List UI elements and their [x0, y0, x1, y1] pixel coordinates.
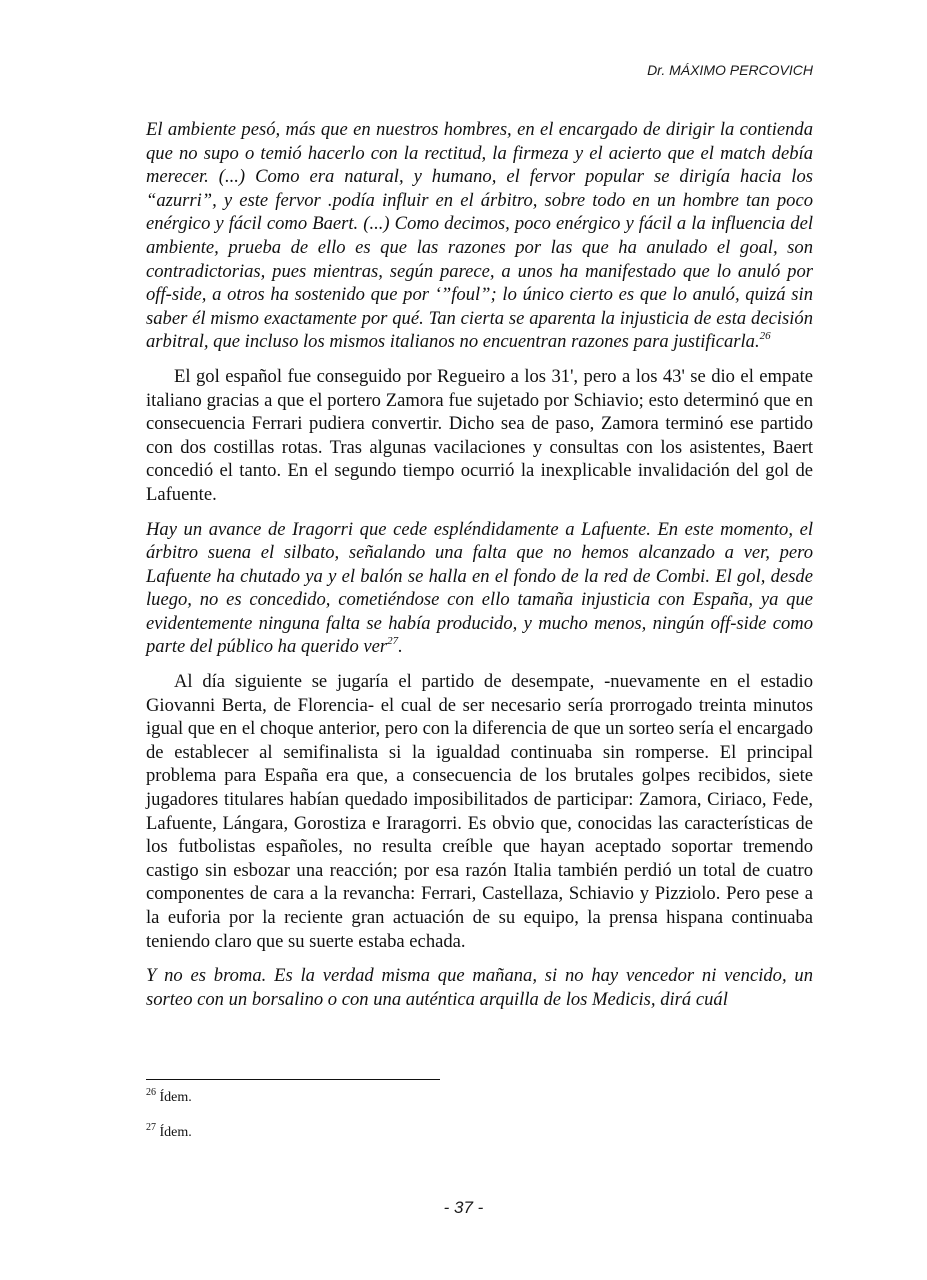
footnote-ref: 26	[759, 330, 771, 343]
footnote-number: 27	[146, 1122, 156, 1133]
paragraph-text: El gol español fue conseguido por Regueiro a los 31', pero a los 43' se dio el empate italiano gracias a que el portero Zamora fue sujetado por Schiavio; esto determinó que en consecuencia Ferrari pudiera convertir. Dicho sea de paso, Zamora terminó ese partido con dos costillas rotas. Tras algunas vacilaciones y consultas con los asistentes, Baert concedió el tanto. En el segundo tiempo ocurrió la inexplicable invalidación del gol de Lafuente.	[146, 365, 813, 505]
quote-text: Y no es broma. Es la verdad misma que mañana, si no hay vencedor ni vencido, un sorteo con un borsalino o con una auténtica arquilla de los Medicis, dirá cuál	[146, 965, 813, 1010]
running-header-author: Dr. MÁXIMO PERCOVICH	[647, 62, 813, 78]
footnote-ref: 27	[387, 635, 399, 648]
page-number: - 37 -	[443, 1198, 484, 1217]
block-quote	[146, 118, 813, 354]
quote-text: El ambiente pesó, más que en nuestros hombres, en el encargado de dirigir la contienda que no supo o temió hacerlo con la rectitud, la firmeza y el acierto que el match debía merecer. (...) Como era natural, y humano, el fervor popular se dirigía hacia los “azurri”, y este fervor .podía influir en el árbitro, sobre todo en un hombre tan poco enérgico y fácil como Baert. (...) Como decimos, poco enérgico y fácil a la influencia del ambiente, prueba de ello es que las razones por las que ha anulado el goal, son contradictorias, pues mientras, según parece, a unos ha manifestado que lo anuló por off-side, a otros ha sostenido que por ‘”foul”; lo único cierto es que lo anuló, quizá sin saber él mismo exactamente por qué. Tan cierta se aparenta la injusticia de esta decisión arbitral, que incluso los mismos italianos no encuentran razones para justificarla.	[146, 119, 813, 353]
footnotes	[146, 1087, 192, 1160]
footnote-text: Ídem.	[159, 1090, 192, 1105]
body-paragraph	[146, 365, 813, 507]
paragraph-text: Al día siguiente se jugaría el partido de desempate, -nuevamente en el estadio Giovanni Berta, de Florencia- el cual de ser necesario sería prorrogado treinta minutos igual que en el choque anterior, pero con la diferencia de que un sorteo sería el encargado de establecer al semifinalista si la igualdad continuaba sin romperse. El principal problema para España era que, a consecuencia de los brutales golpes recibidos, siete jugadores titulares habían quedado imposibilitados de participar: Zamora, Ciriaco, Fede, Lafuente, Lángara, Gorostiza e Iraragorri. Es obvio que, conocidas las características de los futbolistas españoles, no resulta creíble que hayan aceptado soportar tremendo castigo sin esbozar una reacción; por esa razón Italia también perdió un total de cuatro componentes de cara a la revancha: Ferrari, Castellaza, Schiavio y Pizziolo. Pero pese a la euforia por la reciente gran actuación de su equipo, la prensa hispana continuaba teniendo claro que su suerte estaba echada.	[146, 671, 813, 952]
footnote-number: 26	[146, 1087, 156, 1098]
quote-text: Hay un avance de Iragorri que cede espléndidamente a Lafuente. En este momento, el árbitro suena el silbato, señalando una falta que no hemos alcanzado a ver, pero Lafuente ha chutado ya y el balón se halla en el fondo de la red de Combi. El gol, desde luego, no es concedido, cometiéndose con ello tamaña injusticia con España, ya que evidentemente ninguna falta se había producido, y mucho menos, ningún off-side como parte del público ha querido ver	[146, 518, 813, 658]
page-body	[146, 118, 813, 1022]
footnote-separator	[146, 1079, 440, 1080]
body-paragraph	[146, 670, 813, 953]
footnote	[146, 1087, 192, 1106]
quote-terminal-punctuation: .	[398, 636, 403, 658]
footnote	[146, 1122, 192, 1141]
block-quote	[146, 964, 813, 1011]
block-quote	[146, 518, 813, 660]
footnote-text: Ídem.	[159, 1125, 192, 1140]
